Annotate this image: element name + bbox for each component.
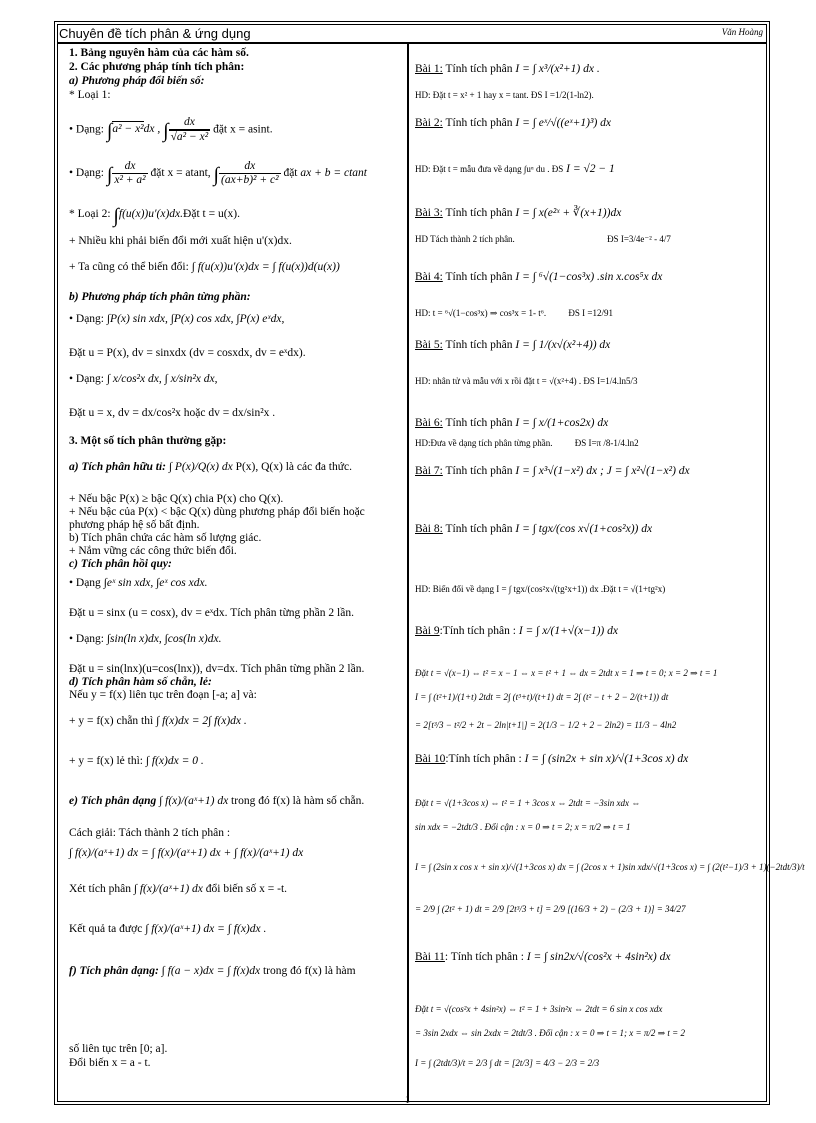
s3f-expr: ∫ f(a − x)dx = ∫ f(x)dx bbox=[161, 965, 261, 977]
bai9-expr: I = ∫ x/(1+√(x−1)) dx bbox=[518, 625, 618, 637]
s3c-dang: • Dạng bbox=[69, 577, 101, 589]
loai2-expr: f(u(x))u′(x)dx. bbox=[118, 208, 184, 220]
s3e-l4-line bbox=[69, 922, 266, 936]
bai10-step1: Đặt t = √(1+3cos x) ⇔ t² = 1 + 3cos x ⇔ 2tdt = −3sin xdx ⇔ bbox=[415, 798, 641, 808]
bai9-text: :Tính tích phân : bbox=[439, 625, 516, 637]
section-3d-heading: d) Tích phân hàm số chẵn, lẻ: bbox=[69, 676, 212, 688]
section-2a-heading: a) Phương pháp đổi biến số: bbox=[69, 75, 205, 87]
section-1-heading: 1. Bảng nguyên hàm của các hàm số. bbox=[69, 47, 249, 59]
bai5-expr: I = ∫ 1/(x√(x²+4)) dx bbox=[515, 339, 611, 351]
bai5-title bbox=[415, 338, 610, 352]
bai2-title bbox=[415, 116, 611, 130]
bai9-label: Bài 9 bbox=[415, 625, 440, 637]
bai10-title bbox=[415, 752, 688, 766]
bai5-hint: HD: nhân tử và mẫu với x rồi đặt t = √(x²+4) . bbox=[415, 376, 582, 386]
section-3b-heading: b) Tích phân chứa các hàm số lượng giác. bbox=[69, 532, 262, 544]
bai2-expr: I = ∫ eˣ/√((eˣ+1)³) dx bbox=[515, 117, 611, 129]
bai9-title bbox=[415, 624, 618, 638]
bai1-label: Bài 1: bbox=[415, 63, 443, 75]
parts-expr: ∫P(x) sin xdx, ∫P(x) cos xdx, ∫P(x) eˣdx, bbox=[106, 313, 285, 325]
s3a-line bbox=[69, 460, 352, 474]
bai6-label: Bài 6: bbox=[415, 417, 443, 429]
s3a-l2: + Nếu bậc của P(x) < bậc Q(x) dùng phương pháp đổi biến hoặc bbox=[69, 506, 365, 518]
bai10-step2: sin xdx = −2tdt/3 . Đổi cận : x = 0 ⇒ t = 2; x = π/2 ⇒ t = 1 bbox=[415, 822, 631, 832]
page-number: 1 bbox=[405, 1095, 410, 1106]
s3e-expr: ∫ f(x)/(aˣ+1) dx bbox=[159, 795, 229, 807]
bai10-step3: I = ∫ (2sin x cos x + sin x)/√(1+3cos x) dx = ∫ (2cos x + 1)sin xdx/√(1+3cos x) = ∫ (2(t²−1)/3 + 1)(−2tdt/3)/t bbox=[415, 862, 805, 872]
parts-dang2-label: • Dạng: bbox=[69, 373, 105, 385]
header-rule bbox=[57, 42, 767, 44]
s3f-l2: Đổi biến x = a - t. bbox=[69, 1057, 151, 1069]
bai1-hint: HD: Đặt t = x² + 1 hay x = tant. ĐS I =1/2(1-ln2). bbox=[415, 90, 594, 100]
dang2-line bbox=[69, 160, 367, 186]
bai4-title bbox=[415, 270, 662, 284]
bai1-expr: I = ∫ x³/(x²+1) dx . bbox=[515, 63, 600, 75]
section-3-heading: 3. Một số tích phân thường gặp: bbox=[69, 435, 227, 447]
bai3-label: Bài 3: bbox=[415, 207, 443, 219]
dang2-formula-a: ∫ $\frac{dx}{\text{x² + a²}}$ bbox=[106, 160, 146, 186]
section-2-heading: 2. Các phương pháp tính tích phân: bbox=[69, 61, 245, 73]
bai4-answer: ĐS I =12/91 bbox=[568, 308, 613, 318]
dang2-expr-b: ax + b = ctant bbox=[300, 166, 367, 179]
bai2-answer: I = √2 − 1 bbox=[566, 163, 615, 175]
note-u2: + Ta cũng có thể biến đổi: bbox=[69, 261, 189, 273]
bai3-hint-line bbox=[415, 234, 671, 245]
s3d-even: + y = f(x) chẵn thì bbox=[69, 715, 154, 727]
section-2b-heading: b) Phương pháp tích phân từng phần: bbox=[69, 291, 251, 303]
dang2-label: • Dạng: bbox=[69, 166, 105, 179]
bai8-text: Tính tích phân bbox=[445, 523, 513, 535]
loai1-label: * Loại 1: bbox=[69, 89, 111, 101]
bai10-text: :Tính tích phân : bbox=[445, 753, 522, 765]
s3d-even-expr: ∫ f(x)dx = 2∫ f(x)dx . bbox=[156, 715, 247, 727]
s3e-l3b: ∫ f(x)/(aˣ+1) dx bbox=[133, 883, 203, 895]
s3c-line bbox=[69, 576, 207, 590]
bai7-label: Bài 7: bbox=[415, 465, 443, 477]
section-3f-heading: f) Tích phân dạng: bbox=[69, 965, 159, 977]
bai9-step1: Đặt t = √(x−1) ⇔ t² = x − 1 ⇔ x = t² + 1 ⇔ dx = 2tdt x = 1 ⇒ t = 0; x = 2 ⇒ t = 1 bbox=[415, 668, 718, 678]
s3e-l3-line bbox=[69, 882, 287, 896]
s3f-l1: số liên tục trên [0; a]. bbox=[69, 1043, 168, 1055]
bai6-text: Tính tích phân bbox=[445, 417, 513, 429]
bai6-hint-line bbox=[415, 438, 639, 449]
page bbox=[57, 24, 805, 1106]
bai2-label: Bài 2: bbox=[415, 117, 443, 129]
parts-set1: Đặt u = P(x), dv = sinxdx (dv = cosxdx, dv = eˣdx). bbox=[69, 347, 306, 359]
bai7-expr: I = ∫ x³√(1−x²) dx ; J = ∫ x²√(1−x²) dx bbox=[515, 465, 690, 477]
bai1-text: Tính tích phân bbox=[445, 63, 513, 75]
bai11-step2: = 3sin 2xdx ⇔ sin 2xdx = 2tdt/3 . Đổi cận : x = 0 ⇒ t = 1; x = π/2 ⇒ t = 2 bbox=[415, 1028, 685, 1038]
bai3-expr: I = ∫ x(e²ˣ + ∛(x+1))dx bbox=[515, 207, 622, 219]
s3f-line bbox=[69, 964, 356, 978]
bai11-step1: Đặt t = √(cos²x + 4sin²x) ⇔ t² = 1 + 3sin²x ⇔ 2tdt = 6 sin x cos xdx bbox=[415, 1004, 663, 1014]
bai9-step2: I = ∫ (t²+1)/(1+t) 2tdt = 2∫ (t³+t)/(t+1) dt = 2∫ (t² − t + 2 − 2/(t+1)) dt bbox=[415, 692, 669, 702]
header-title: Chuyên đề tích phân & ứng dụng bbox=[59, 26, 251, 41]
bai5-answer: ĐS I=1/4.ln5/3 bbox=[583, 376, 638, 386]
s3a-l1: + Nếu bậc P(x) ≥ bậc Q(x) chia P(x) cho Q(x). bbox=[69, 493, 284, 505]
dang1-line bbox=[69, 116, 273, 143]
bai2-hint: HD: Đặt t = mẫu đưa về dạng ∫uᵅ du . ĐS bbox=[415, 164, 564, 174]
bai8-hint: HD: Biến đổi về dạng I = ∫ tgx/(cos²x√(tg²x+1)) dx .Đặt t = √(1+tg²x) bbox=[415, 584, 666, 594]
bai10-step4: = 2/9 ∫ (2t² + 1) dt = 2/9 [2t³/3 + t] = 2/9 [(16/3 + 2) − (2/3 + 1)] = 34/27 bbox=[415, 904, 686, 914]
s3e-line bbox=[69, 794, 364, 808]
bai3-text: Tính tích phân bbox=[445, 207, 513, 219]
s3d-l1: Nếu y = f(x) liên tục trên đoạn [-a; a] và: bbox=[69, 689, 257, 701]
s3c-expr2: ∫sin(ln x)dx, ∫cos(ln x)dx. bbox=[106, 633, 222, 645]
bai3-hint: HD Tách thành 2 tích phân. bbox=[415, 234, 515, 244]
s3a-l3: phương pháp hệ số bất định. bbox=[69, 519, 200, 531]
section-3c-heading: c) Tích phân hồi quy: bbox=[69, 558, 172, 570]
bai7-text: Tính tích phân bbox=[445, 465, 513, 477]
loai2-label: * Loại 2: bbox=[69, 208, 111, 220]
s3c-dang2: • Dạng: bbox=[69, 633, 105, 645]
loai2-line: * Loại 2: ∫f(u(x))u′(x)dx.Đặt t = u(x). bbox=[69, 205, 240, 227]
bai6-hint: HD:Đưa về dạng tích phân từng phần. bbox=[415, 438, 553, 448]
bai4-label: Bài 4: bbox=[415, 271, 443, 283]
dang1-note: đặt x = asint. bbox=[213, 123, 273, 136]
bai5-text: Tính tích phân bbox=[445, 339, 513, 351]
bai10-expr: I = ∫ (sin2x + sin x)/√(1+3cos x) dx bbox=[524, 753, 689, 765]
dang2-note-a: đặt x = atant, bbox=[150, 166, 211, 179]
bai10-label: Bài 10 bbox=[415, 753, 446, 765]
dang1-formula: ∫a² − x²dx , ∫ $\frac{dx}{\text{√a² − x²}}$ bbox=[106, 116, 209, 143]
s3d-odd-expr: ∫ f(x)dx = 0 . bbox=[145, 755, 204, 767]
s3e-l3a: Xét tích phân bbox=[69, 883, 131, 895]
s3c-set: Đặt u = sinx (u = cosx), dv = eˣdx. Tích phân từng phần 2 lần. bbox=[69, 607, 354, 619]
bai8-label: Bài 8: bbox=[415, 523, 443, 535]
s3c-expr: ∫eˣ sin xdx, ∫eˣ cos xdx. bbox=[103, 577, 208, 589]
bai11-title bbox=[415, 950, 670, 964]
s3e-l4a: Kết quả ta được bbox=[69, 923, 143, 935]
parts-expr2: ∫ x/cos²x dx, ∫ x/sin²x dx, bbox=[106, 373, 218, 385]
section-3a-heading: a) Tích phân hữu tỉ: bbox=[69, 461, 166, 473]
s3c-line2 bbox=[69, 632, 221, 646]
parts-set2: Đặt u = x, dv = dx/cos²x hoặc dv = dx/sin²x . bbox=[69, 407, 276, 419]
bai3-title bbox=[415, 206, 621, 220]
bai6-title bbox=[415, 416, 608, 430]
bai4-hint-line bbox=[415, 308, 613, 319]
s3e-note: trong đó f(x) là hàm số chẵn. bbox=[231, 795, 365, 807]
s3e-l1: Cách giải: Tách thành 2 tích phân : bbox=[69, 827, 231, 839]
bai11-step3: I = ∫ (2tdt/3)/t = 2/3 ∫ dt = [2t/3] = 4/3 − 2/3 = 2/3 bbox=[415, 1058, 600, 1068]
bai1-title bbox=[415, 62, 600, 76]
parts-dang-label: • Dạng: bbox=[69, 313, 105, 325]
s3d-even-line bbox=[69, 714, 247, 728]
bai11-label: Bài 11 bbox=[415, 951, 445, 963]
section-3e-heading: e) Tích phân dạng bbox=[69, 795, 157, 807]
bai6-expr: I = ∫ x/(1+cos2x) dx bbox=[515, 417, 609, 429]
s3a-expr: ∫ P(x)/Q(x) dx bbox=[168, 461, 233, 473]
s3d-odd-line bbox=[69, 754, 204, 768]
brand-logo: Văn Hoàng bbox=[721, 27, 763, 37]
bai2-text: Tính tích phân bbox=[445, 117, 513, 129]
bai11-text: : Tính tích phân : bbox=[444, 951, 524, 963]
column-divider bbox=[407, 44, 409, 1102]
s3b-l1: + Nắm vững các công thức biến đổi. bbox=[69, 545, 237, 557]
bai4-hint: HD: t = ⁶√(1−cos³x) ⇒ cos³x = 1- t⁶. bbox=[415, 308, 547, 318]
bai3-answer: ĐS I=3/4e⁻² - 4/7 bbox=[607, 234, 671, 244]
bai2-hint-line bbox=[415, 162, 615, 176]
note-u1: + Nhiều khi phải biến đổi mới xuất hiện u'(x)dx. bbox=[69, 235, 292, 247]
dang2-note-b: đặt bbox=[283, 166, 298, 179]
bai6-answer: ĐS I=π /8-1/4.ln2 bbox=[574, 438, 639, 448]
bai9-step3: = 2[t³/3 − t²/2 + 2t − 2ln|t+1|] = 2(1/3 − 1/2 + 2 − 2ln2) = 11/3 − 4ln2 bbox=[415, 720, 677, 730]
parts-line1 bbox=[69, 312, 284, 326]
bai8-title bbox=[415, 522, 652, 536]
bai11-expr: I = ∫ sin2x/√(cos²x + 4sin²x) dx bbox=[526, 951, 671, 963]
bai4-text: Tính tích phân bbox=[445, 271, 513, 283]
parts-line2 bbox=[69, 372, 217, 386]
s3f-note: trong đó f(x) là hàm bbox=[262, 965, 356, 977]
s3d-odd: + y = f(x) lẻ thì: bbox=[69, 755, 143, 767]
s3e-l4b: ∫ f(x)/(aˣ+1) dx = ∫ f(x)dx . bbox=[145, 923, 267, 935]
note-u2-expr: ∫ f(u(x))u′(x)dx = ∫ f(u(x))d(u(x)) bbox=[191, 261, 340, 273]
bai7-title bbox=[415, 464, 690, 478]
dang1-label: • Dạng: bbox=[69, 123, 105, 136]
loai2-note: Đặt t = u(x). bbox=[183, 208, 240, 220]
bai5-hint-line bbox=[415, 376, 638, 387]
bai4-expr: I = ∫ ⁶√(1−cos³x) .sin x.cos⁵x dx bbox=[515, 271, 663, 283]
bai8-expr: I = ∫ tgx/(cos x√(1+cos²x)) dx bbox=[515, 523, 653, 535]
dang2-formula-b: ∫ $\frac{dx}{\text{(ax+b)² + c²}}$ bbox=[213, 160, 279, 186]
s3e-l2: ∫ f(x)/(aˣ+1) dx = ∫ f(x)/(aˣ+1) dx + ∫ f(x)/(aˣ+1) dx bbox=[69, 847, 304, 859]
s3a-note: P(x), Q(x) là các đa thức. bbox=[235, 461, 352, 473]
note-u2-line bbox=[69, 260, 340, 274]
s3c-set2: Đặt u = sin(lnx)(u=cos(lnx)), dv=dx. Tích phân từng phần 2 lần. bbox=[69, 663, 365, 675]
bai5-label: Bài 5: bbox=[415, 339, 443, 351]
s3e-l3c: đổi biến số x = -t. bbox=[205, 883, 288, 895]
